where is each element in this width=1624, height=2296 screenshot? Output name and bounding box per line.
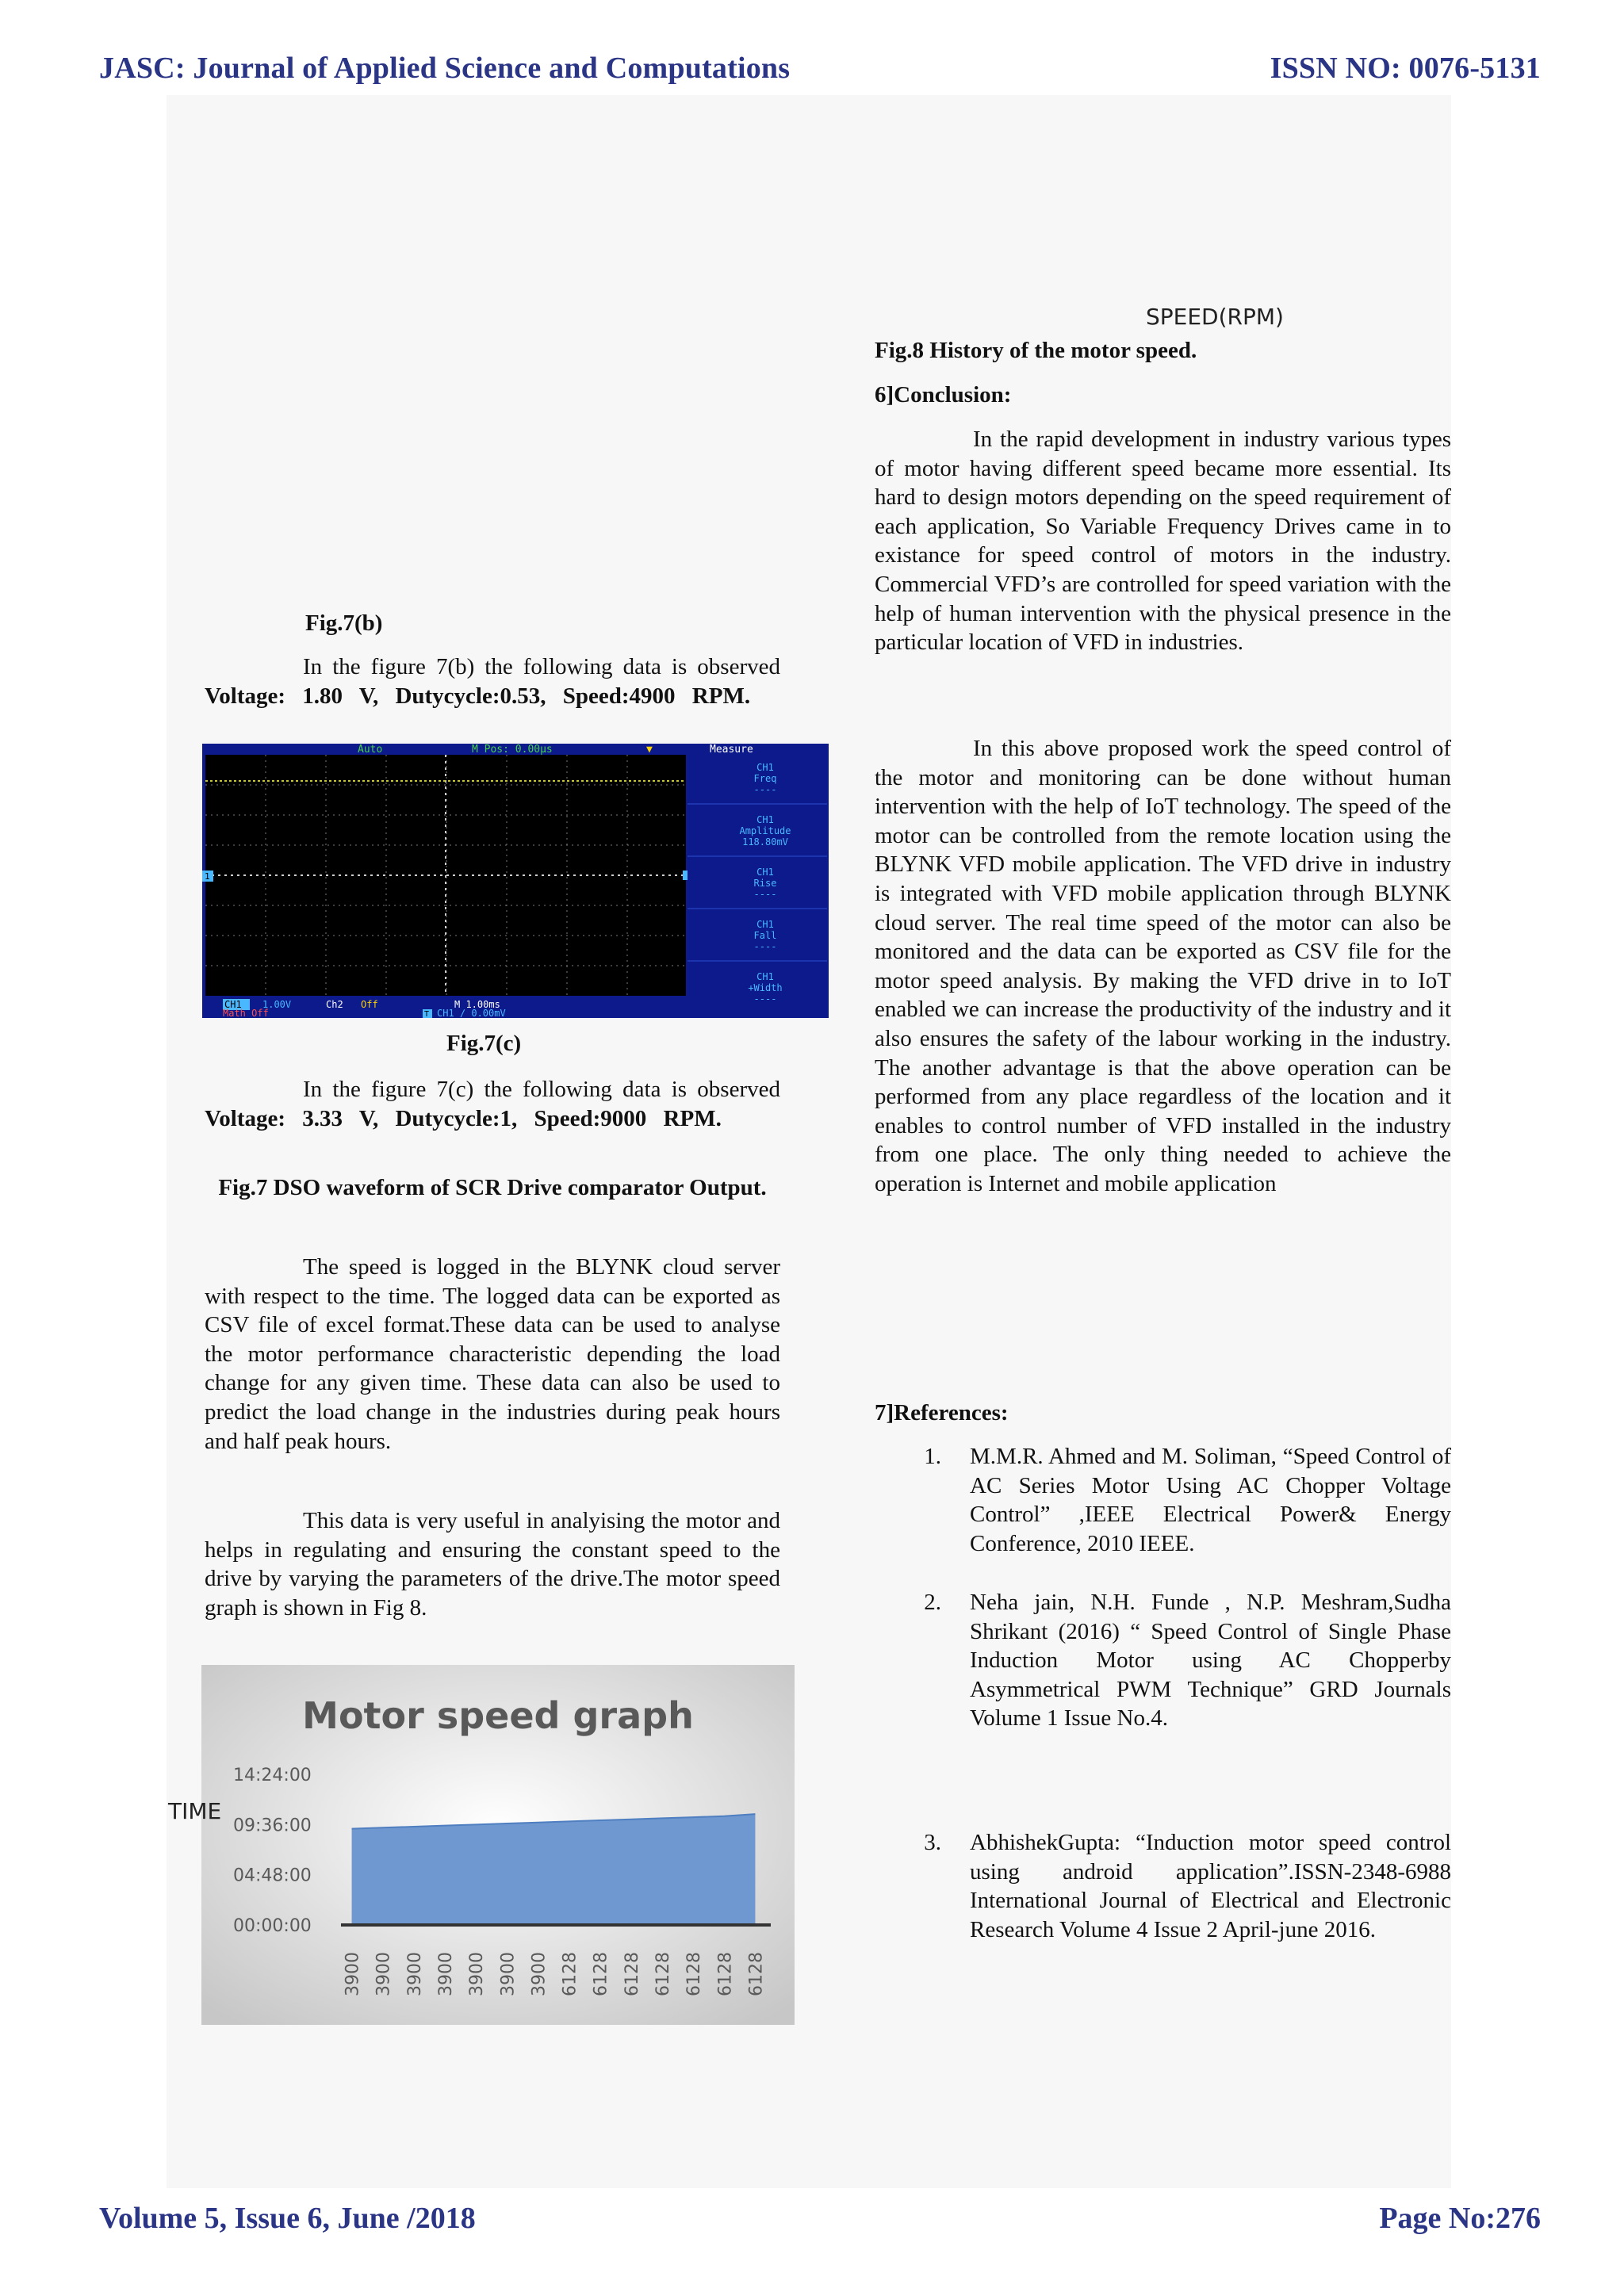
speed-area-series: [352, 1814, 756, 1925]
measure-value: ----: [753, 889, 777, 900]
measure-label: Amplitude: [739, 825, 791, 836]
useful-paragraph: This data is very useful in analyising the motor and helps in regulating and ensuring the constant speed to the drive by varying the parameters of the drive.The motor speed graph is shown in Fig 8.: [205, 1508, 780, 1621]
fig7b-values: Voltage: 1.80 V, Dutycycle:0.53, Speed:4900 RPM.: [205, 683, 751, 709]
x-tick-label: 6128: [622, 1952, 642, 1996]
reference-text: AbhishekGupta: “Induction motor speed control using android application”.ISSN-2348-6988 International Journal of Electrical and Electronic Research Volume 4 Issue 2 April-june 2016.: [970, 1830, 1451, 1942]
page-number: Page No:276: [1379, 2202, 1541, 2235]
fig7c-caption: Fig.7(c): [446, 1031, 522, 1056]
math-state: Math Off: [223, 1008, 269, 1018]
osc-mode: Auto: [358, 744, 383, 756]
measure-ch: CH1: [756, 814, 774, 825]
y-tick-label: 00:00:00: [233, 1916, 312, 1936]
issn-number: ISSN NO: 0076-5131: [1270, 52, 1541, 85]
measure-ch: CH1: [756, 762, 774, 773]
measure-label: Rise: [753, 878, 777, 889]
reference-number: 1.: [924, 1444, 941, 1469]
x-tick-label: 6128: [560, 1952, 580, 1996]
reference-number: 3.: [924, 1830, 941, 1855]
fig7b-caption: Fig.7(b): [305, 610, 383, 636]
x-tick-label: 6128: [591, 1952, 611, 1996]
y-tick-label: 14:24:00: [233, 1766, 312, 1785]
measure-value: ----: [753, 784, 777, 795]
ch2-state: Off: [361, 999, 378, 1010]
x-tick-label: 6128: [746, 1952, 767, 1996]
measure-ch: CH1: [756, 867, 774, 878]
fig8-caption: Fig.8 History of the motor speed.: [875, 338, 1197, 363]
y-tick-label: 04:48:00: [233, 1866, 312, 1886]
measure-label: Fall: [753, 930, 777, 941]
measure-value: 118.80mV: [742, 836, 788, 848]
motor-speed-chart: [201, 1665, 795, 2025]
ch1-label: CH1: [224, 999, 242, 1010]
measure-label: +Width: [748, 982, 783, 993]
measure-ch: CH1: [756, 919, 774, 930]
journal-title: JASC: Journal of Applied Science and Computations: [99, 52, 791, 85]
chart-title: Motor speed graph: [302, 1694, 694, 1737]
measure-value: ----: [753, 941, 777, 952]
fig7c-values: Voltage: 3.33 V, Dutycycle:1, Speed:9000 RPM.: [205, 1105, 722, 1131]
x-tick-label: 6128: [684, 1952, 705, 1996]
measure-value: ----: [753, 993, 777, 1004]
fig7c-paragraph: [205, 1075, 780, 1133]
x-tick-label: 6128: [653, 1952, 673, 1996]
measure-label: Freq: [753, 773, 777, 784]
x-tick-label: 6128: [715, 1952, 736, 1996]
fig7b-paragraph: [205, 652, 780, 710]
x-tick-label: 3900: [404, 1952, 425, 1996]
timebase: M 1.00ms: [454, 999, 500, 1010]
dso-waveform-fig7c: [202, 744, 829, 1018]
fig7-caption: Fig.7 DSO waveform of SCR Drive comparator Output.: [218, 1175, 767, 1200]
x-tick-label: 3900: [467, 1952, 488, 1996]
chart-x-axis-title: SPEED(RPM): [1146, 304, 1284, 330]
conclusion-paragraph-2: In this above proposed work the speed control of the motor and monitoring can be done without human intervention with the help of IoT technology. The speed of the motor can be controlled from the remote location using the BLYNK VFD mobile application. The VFD drive in industry is integrated with VFD mobile application through BLYNK cloud server. The real time speed of the motor can also be monitored and the data can be exported as CSV file for the motor speed analysis. By making the VFD drive in to IoT enabled we can increase the productivity of the industry and it also ensures the safety of the labour working in the industry. The another advantage is that the above operation can be performed from any place regardless of the location and it enables to control number of VFD installed in the industry from one place. The only thing needed to achieve the operation is Internet and mobile application: [875, 736, 1451, 1196]
blynk-paragraph: The speed is logged in the BLYNK cloud server with respect to the time. The logged data can be exported as CSV file of excel format.These data can be used to analyse the motor performance characteristic depending the load change for any given time. These data can also be used to predict the load change in the industries during peak hours and half peak hours.: [205, 1254, 780, 1454]
trigger-info: CH1 ∕ 0.00mV: [437, 1008, 506, 1018]
x-tick-label: 3900: [373, 1952, 394, 1996]
trigger-arrow-icon: ▼: [646, 744, 653, 756]
x-tick-label: 3900: [529, 1952, 550, 1996]
ch2-label: Ch2: [326, 999, 343, 1010]
osc-measure-title: Measure: [710, 744, 753, 756]
chart-y-axis-title: TIME: [168, 1798, 222, 1824]
osc-mpos: M Pos: 0.00µs: [472, 744, 553, 756]
conclusion-heading: 6]Conclusion:: [875, 382, 1012, 408]
x-tick-label: 3900: [436, 1952, 456, 1996]
reference-text: M.M.R. Ahmed and M. Soliman, “Speed Control of AC Series Motor Using AC Chopper Voltage Control” ,IEEE Electrical Power& Energy Conference, 2010 IEEE.: [970, 1444, 1451, 1556]
x-tick-label: 3900: [498, 1952, 519, 1996]
trigger-marker: T: [424, 1010, 430, 1018]
x-tick-label: 3900: [343, 1952, 363, 1996]
ground-marker: 1: [205, 871, 210, 882]
fig7b-intro: In the figure 7(b) the following data is observed: [303, 654, 780, 679]
measure-ch: CH1: [756, 971, 774, 982]
references-heading: 7]References:: [875, 1400, 1009, 1425]
y-tick-label: 09:36:00: [233, 1816, 312, 1836]
reference-number: 2.: [924, 1590, 941, 1615]
reference-text: Neha jain, N.H. Funde , N.P. Meshram,Sudha Shrikant (2016) “ Speed Control of Single Phase Induction Motor using AC Chopperby Asymmetrical PWM Technique” GRD Journals Volume 1 Issue No.4.: [970, 1590, 1451, 1732]
fig7c-intro: In the figure 7(c) the following data is observed: [303, 1077, 780, 1102]
volume-info: Volume 5, Issue 6, June /2018: [99, 2202, 476, 2235]
conclusion-paragraph-1: In the rapid development in industry various types of motor having different speed became more essential. Its hard to design motors depending on the speed requirement of each application, So Variable Frequency Drives came in to existance for speed control of motors in the industry. Commercial VFD’s are controlled for speed variation with the help of human intervention with the physical presence in the particular location of VFD in industries.: [875, 427, 1451, 656]
ch1-scale: 1.00V: [262, 999, 292, 1010]
